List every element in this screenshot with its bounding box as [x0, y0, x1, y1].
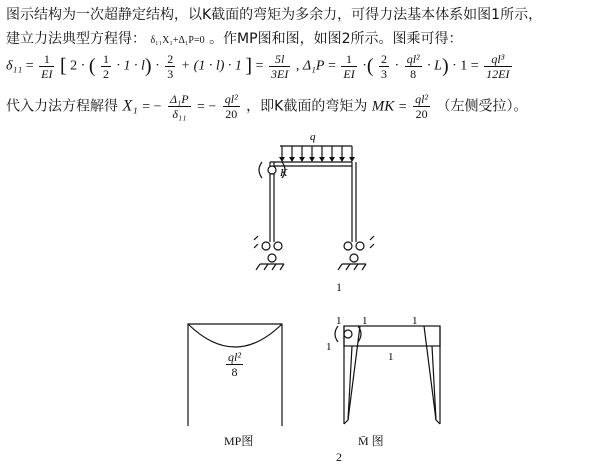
text-moment-intro: ，即K截面的弯矩为: [246, 98, 368, 115]
text-solve-intro: 代入力法方程解得: [6, 98, 118, 115]
frac-two-thirds-2: $\frac{2}{3}$: [381, 52, 388, 81]
frac-two-thirds: $\frac{2}{3}$: [167, 52, 174, 81]
moment-x1-left: [259, 162, 262, 178]
delta1P-symbol: Δ₁P: [302, 58, 325, 74]
paragraph-line-1: 图示结构为一次超静定结构，以K截面的弯矩为多余力，可得力法基本体系如图1所示，: [6, 7, 543, 23]
equation-line: δ₁₁ = $\frac{1}{EI}$ [ 2 · ( $\frac{1}{2}$ · 1 · l) · $\frac{2}{3}$ + (1 · l) · 1 ] = $\frac{5l}{3EI}$ , Δ₁P = $\frac{1}{EI}$ ·( $\frac{2}{3}$ · $\frac{\text{ql²}}{8}$ · L) · 1 = $\frac{\text{ql³}}{12EI}$: [6, 52, 510, 81]
frac-ql2-20-2: $\frac{\text{ql²}}{20}$: [415, 92, 429, 121]
figure-1-base-system: [236, 124, 386, 294]
mbar-caption: M̄ 图: [358, 434, 384, 448]
svg-text:1: 1: [412, 315, 418, 327]
hinge-K-mbar: [344, 330, 352, 338]
load-label: q: [310, 131, 316, 143]
figure-2-mbar-diagram: [320, 312, 450, 428]
svg-text:1: 1: [336, 315, 342, 327]
left-support: [254, 236, 284, 270]
mp-max-value: $\frac{\text{ql²}}{8}$: [228, 350, 241, 379]
text-equation-intro: 建立力法典型方程得：: [6, 31, 146, 47]
figure-1-caption: 1: [336, 280, 342, 294]
frac-1-over-EI-2: $\frac{1}{EI}$: [343, 52, 355, 81]
paragraph-line-2: [6, 28, 463, 48]
delta11-symbol: δ₁₁: [6, 58, 23, 74]
svg-text:1: 1: [326, 341, 332, 353]
svg-text:1: 1: [388, 351, 394, 363]
text-left-tension: （左侧受拉）。: [436, 98, 528, 115]
svg-text:1: 1: [362, 315, 368, 327]
figure-2-caption: 2: [336, 450, 342, 464]
mp-caption: MP图: [224, 434, 254, 448]
frac-result-2: $\frac{\text{ql³}}{12EI}$: [486, 52, 510, 81]
frac-half: $\frac{1}{2}$: [103, 52, 109, 81]
frac-1-over-EI: $\frac{1}{EI}$: [41, 52, 53, 81]
text-diagram-intro: 。作MP图和图，如图2所示。图乘可得：: [209, 31, 463, 47]
k-label: K: [280, 167, 288, 179]
frac-ql2-20: $\frac{\text{ql²}}{20}$: [224, 92, 238, 121]
paragraph-line-4: 代入力法方程解得 X₁ = − $\frac{\text{Δ₁P}}{\text{δ₁₁}}$ = − $\frac{\text{ql²}}{20}$ ，即K截面的弯矩为 MK = $\frac{\text{ql²}}{20}$ （左侧受拉）。: [6, 92, 528, 121]
frac-result-1: $\frac{5l}{3EI}$: [270, 52, 289, 81]
hinge-K: [268, 166, 276, 174]
parabola-moment: [188, 324, 282, 347]
typical-equation: δ₁₁X₁+Δ₁P=0: [150, 35, 205, 46]
frac-ql2-8: $\frac{\text{ql²}}{8}$: [406, 52, 420, 81]
frac-delta: $\frac{\text{Δ₁P}}{\text{δ₁₁}}$: [170, 92, 189, 121]
